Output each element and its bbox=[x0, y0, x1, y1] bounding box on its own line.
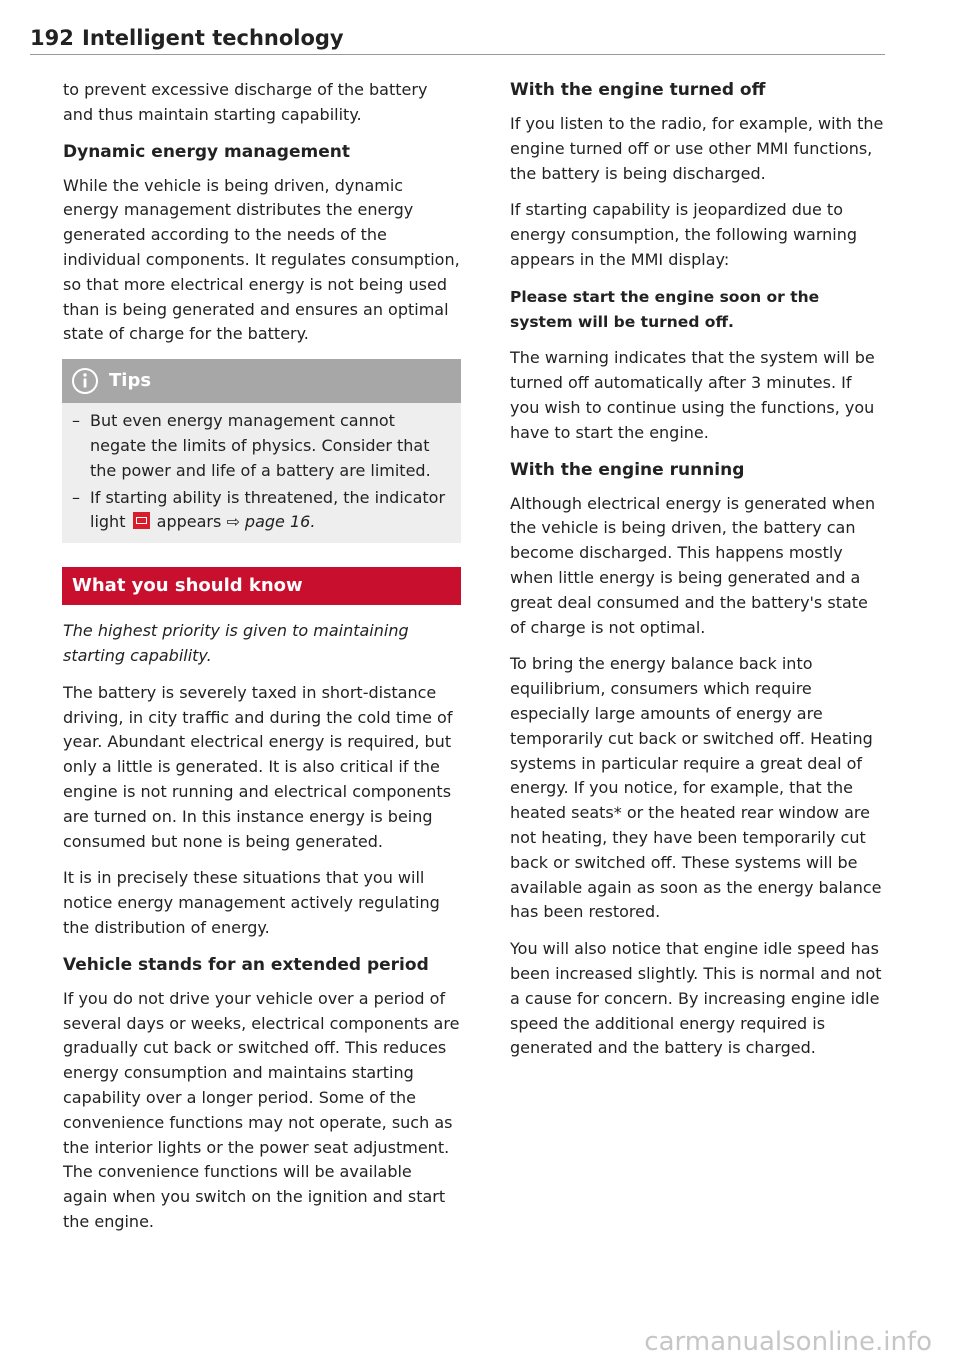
section-banner: What you should know bbox=[62, 567, 461, 605]
tips-box bbox=[62, 359, 461, 543]
tip-item: – If starting ability is threatened, the indicator light appears ⇨ page 16. bbox=[72, 487, 446, 532]
paragraph-idle-speed: You will also notice that engine idle speed has been increased slightly. This is normal and not a cause for concern. By increasing engine idle speed the additional energy required is generated and the battery is charged. bbox=[510, 939, 882, 1058]
paragraph-engine-running: Although electrical energy is generated when the vehicle is being driven, the battery can become discharged. This happens mostly when little energy is being generated and a great deal consumed and the battery's state of charge is not optimal. bbox=[510, 493, 876, 637]
left-column bbox=[63, 78, 461, 1247]
paragraph-battery: The battery is severely taxed in short-distance driving, in city traffic and during the cold time of year. Abundant electrical energy is required, but only a little is generated. It is also critical if the engine is not running and electrical components are turned on. In this instance energy is being consumed but none is being generated. bbox=[63, 682, 453, 851]
info-icon bbox=[71, 367, 99, 395]
mmi-warning-text: Please start the engine soon or the system will be turned off. bbox=[510, 287, 820, 331]
paragraph-warning-explained: The warning indicates that the system will be turned off automatically after 3 minutes. If you wish to continue using the functions, you have to start the engine. bbox=[510, 348, 875, 442]
intro-text: The highest priority is given to maintaining starting capability. bbox=[63, 621, 409, 665]
paragraph-jeopardized: If starting capability is jeopardized due to energy consumption, the following warning appears in the MMI display: bbox=[510, 200, 858, 269]
paragraph-vehicle-stands: If you do not drive your vehicle over a period of several days or weeks, electrical components are gradually cut back or switched off. This reduces energy consumption and maintains starting capability over a longer period. Some of the convenience functions may not operate, such as the interior lights or the power seat adjustment. The convenience functions will be available again when you switch on the ignition and start the engine. bbox=[63, 988, 460, 1231]
tip-item: – But even energy management cannot negate the limits of physics. Consider that the power and life of a battery are limited. bbox=[72, 411, 431, 480]
battery-warning-icon bbox=[133, 512, 150, 529]
heading-dynamic-energy: Dynamic energy management bbox=[63, 141, 350, 162]
paragraph-continued: to prevent excessive discharge of the battery and thus maintain starting capability. bbox=[63, 80, 428, 124]
right-column bbox=[510, 78, 885, 1073]
paragraph-dynamic-energy: While the vehicle is being driven, dynamic energy management distributes the energy generated according to the needs of the individual components. It regulates consumption, so that more electrical energy is not being used than is being generated and ensures an optimal state of charge for the battery. bbox=[63, 175, 460, 344]
section-title: Intelligent technology bbox=[82, 26, 344, 50]
tips-title: Tips bbox=[109, 369, 152, 391]
page-reference-link[interactable]: ⇨ page 16. bbox=[226, 512, 316, 532]
heading-engine-off: With the engine turned off bbox=[510, 80, 766, 100]
page-number: 192 bbox=[30, 26, 74, 50]
tips-list bbox=[62, 403, 461, 535]
heading-vehicle-stands: Vehicle stands for an extended period bbox=[63, 954, 429, 975]
tips-header bbox=[62, 359, 461, 403]
page-header bbox=[30, 26, 885, 55]
watermark: carmanualsonline.info bbox=[644, 1327, 932, 1357]
heading-engine-running: With the engine running bbox=[510, 459, 745, 480]
paragraph-engine-off: If you listen to the radio, for example, with the engine turned off or use other MMI functions, the battery is being discharged. bbox=[510, 114, 884, 183]
paragraph-energy-balance: To bring the energy balance back into equilibrium, consumers which require especially large amounts of energy are temporarily cut back or switched off. Heating systems in particular require a great deal of energy. If you notice, for example, that the heated seats* or the heated rear window are not heating, they have been temporarily cut back or switched off. These systems will be available again as soon as the energy balance has been restored. bbox=[510, 654, 882, 922]
paragraph-situations: It is in precisely these situations that you will notice energy management actively regulating the distribution of energy. bbox=[63, 868, 440, 937]
